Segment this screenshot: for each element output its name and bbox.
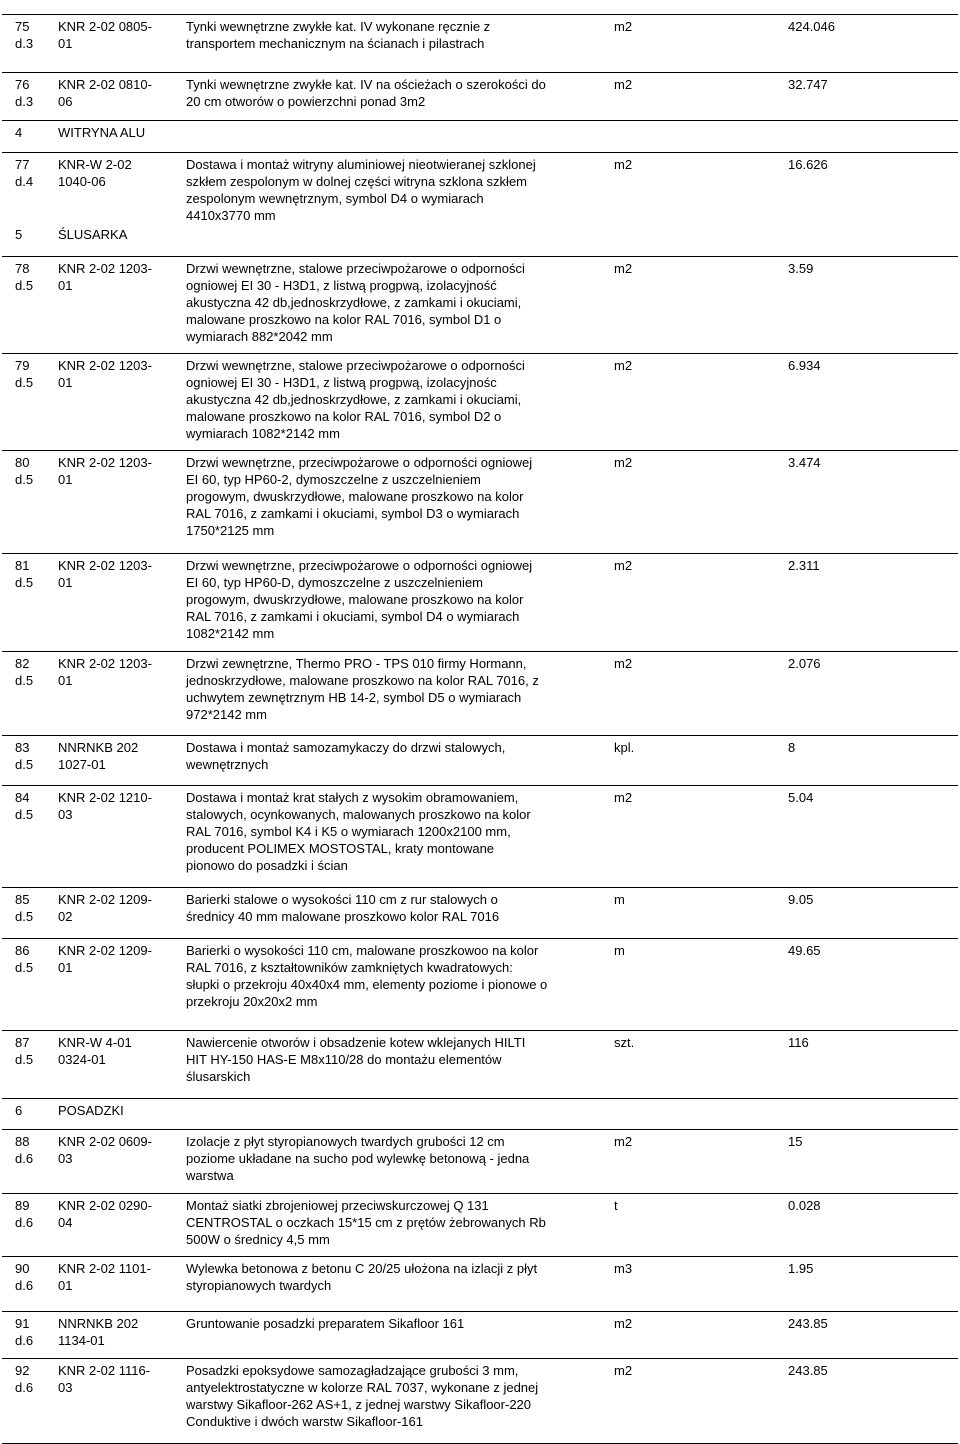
item-number: 82 d.5 (15, 656, 34, 688)
quantity-cell: 1.95 (788, 1261, 814, 1276)
item-description: Gruntowanie posadzki preparatem Sikafloor 161 (186, 1316, 465, 1331)
unit-cell: m2 (614, 358, 633, 373)
table-row (2, 651, 958, 736)
unit-cell: m (614, 943, 625, 958)
quantity-cell: 5.04 (788, 790, 814, 805)
unit-cell: t (614, 1198, 618, 1213)
catalog-code: KNR 2-02 0805- 01 (58, 19, 152, 51)
unit-cell: m2 (614, 656, 633, 671)
catalog-code: KNR-W 4-01 0324-01 (58, 1035, 132, 1067)
quantity-cell: 9.05 (788, 892, 814, 907)
unit-cell: szt. (614, 1035, 635, 1050)
unit-cell: m2 (614, 261, 633, 276)
item-description: Tynki wewnętrzne zwykłe kat. IV wykonane ręcznie z transportem mechanicznym na ścianach i pilastrach (186, 19, 491, 51)
item-description: Montaż siatki zbrojeniowej przeciwskurczowej Q 131 CENTROSTAL o oczkach 15*15 cm z prętów żebrowanych Rb 500W o średnicy 4,5 mm (186, 1198, 546, 1247)
item-number: 85 d.5 (15, 892, 34, 924)
catalog-code: KNR 2-02 1203- 01 (58, 358, 152, 390)
quantity-cell: 0.028 (788, 1198, 821, 1213)
catalog-code: KNR 2-02 0290- 04 (58, 1198, 152, 1230)
section-heading (2, 120, 958, 153)
quantity-cell: 243.85 (788, 1363, 828, 1378)
catalog-code: KNR 2-02 0609- 03 (58, 1134, 152, 1166)
quantity-cell: 16.626 (788, 157, 828, 172)
item-description: Barierki stalowe o wysokości 110 cm z rur stalowych o średnicy 40 mm malowane proszkowo kolor RAL 7016 (186, 892, 500, 924)
quantity-cell: 6.934 (788, 358, 821, 373)
quantity-cell: 8 (788, 740, 796, 755)
item-number: 81 d.5 (15, 558, 34, 590)
table-row (2, 735, 958, 786)
item-description: Dostawa i montaż samozamykaczy do drzwi stalowych, wewnętrznych (186, 740, 506, 772)
item-number: 79 d.5 (15, 358, 34, 390)
quantity-cell: 2.076 (788, 656, 821, 671)
unit-cell: m2 (614, 77, 633, 92)
item-number: 89 d.6 (15, 1198, 34, 1230)
item-description: Dostawa i montaż krat stałych z wysokim obramowaniem, stalowych, ocynkowanych, malowanych proszkowo na kolor RAL 7016, symbol K4 i K5 o wymiarach 1200x2100 mm, producent POLIMEX MOSTOSTAL, kraty montowane pionowo do posadzki i ścian (186, 790, 531, 873)
item-description: Drzwi wewnętrzne, stalowe przeciwpożarowe o odporności ogniowej EI 30 - H3D1, z listwą progpwą, izolacyjnośc akustyczna 42 db,jednoskrzydłowe, z zamkami i okuciami, malowane proszkowo na kolor RAL 7016, symbol D2 o wymiarach 1082*2142 mm (186, 358, 525, 441)
item-number: 92 d.6 (15, 1363, 34, 1395)
quantity-cell: 15 (788, 1134, 803, 1149)
item-number: 90 d.6 (15, 1261, 34, 1293)
unit-cell: m (614, 892, 625, 907)
section-title: POSADZKI (58, 1103, 124, 1118)
item-description: Nawiercenie otworów i obsadzenie kotew wklejanych HILTI HIT HY-150 HAS-E M8x110/28 do montażu elementów ślusarskich (186, 1035, 526, 1084)
item-description: Barierki o wysokości 110 cm, malowane proszkowoo na kolor RAL 7016, z kształtowników zamkniętych kwadratowych: słupki o przekroju 40x40x4 mm, elementy poziome i pionowe o przekroju 20x20x2 mm (186, 943, 548, 1009)
quantity-cell: 3.59 (788, 261, 814, 276)
table-row (2, 887, 958, 939)
unit-cell: m2 (614, 1134, 633, 1149)
catalog-code: KNR 2-02 0810- 06 (58, 77, 152, 109)
catalog-code: KNR 2-02 1203- 01 (58, 455, 152, 487)
unit-cell: m2 (614, 455, 633, 470)
catalog-code: KNR 2-02 1203- 01 (58, 656, 152, 688)
item-description: Dostawa i montaż witryny aluminiowej nieotwieranej szklonej szkłem zespolonym w dolnej części witryna szklona szkłem zespolonym wewnętrznym, symbol D4 o wymiarach 4410x3770 mm (186, 157, 536, 223)
table-row (2, 1129, 958, 1194)
item-number: 87 d.5 (15, 1035, 34, 1067)
item-description: Drzwi wewnętrzne, przeciwpożarowe o odporności ogniowej EI 60, typ HP60-2, dymoszczelne z uszczelnieniem progowym, dwuskrzydłowe, malowane proszkowo na kolor RAL 7016, z zamkami i okuciami, symbol D3 o wymiarach 1750*2125 mm (186, 455, 533, 538)
item-number: 91 d.6 (15, 1316, 34, 1348)
table-row (2, 1030, 958, 1099)
catalog-code: KNR 2-02 1116- 03 (58, 1363, 151, 1395)
catalog-code: KNR-W 2-02 1040-06 (58, 157, 132, 189)
catalog-code: KNR 2-02 1203- 01 (58, 261, 152, 293)
table-row (2, 938, 958, 1031)
unit-cell: m2 (614, 19, 633, 34)
unit-cell: m3 (614, 1261, 633, 1276)
quantity-cell: 243.85 (788, 1316, 828, 1331)
item-number: 88 d.6 (15, 1134, 34, 1166)
item-number: 84 d.5 (15, 790, 34, 822)
unit-cell: m2 (614, 558, 633, 573)
item-number: 76 d.3 (15, 77, 34, 109)
catalog-code: KNR 2-02 1209- 01 (58, 943, 152, 975)
unit-cell: m2 (614, 1363, 633, 1378)
item-number: 80 d.5 (15, 455, 34, 487)
catalog-code: NNRNKB 202 1134-01 (58, 1316, 139, 1348)
table-row (2, 1193, 958, 1257)
catalog-code: KNR 2-02 1209- 02 (58, 892, 152, 924)
table-row (2, 152, 958, 257)
unit-cell: m2 (614, 157, 633, 172)
unit-cell: m2 (614, 1316, 633, 1331)
section-title: ŚLUSARKA (58, 227, 128, 242)
item-number: 83 d.5 (15, 740, 34, 772)
table-row (2, 72, 958, 118)
item-number: 77 d.4 (15, 157, 34, 189)
catalog-code: KNR 2-02 1203- 01 (58, 558, 152, 590)
section-heading (2, 1098, 958, 1130)
quantity-cell: 424.046 (788, 19, 835, 34)
item-description: Drzwi wewnętrzne, przeciwpożarowe o odporności ogniowej EI 60, typ HP60-D, dymoszczelne z uszczelnieniem progowym, dwuskrzydłowe, malowane proszkowo na kolor RAL 7016, z zamkami i okuciami, symbol D4 o wymiarach 1082*2142 mm (186, 558, 533, 641)
section-number: 5 (15, 227, 23, 242)
quantity-cell: 3.474 (788, 455, 821, 470)
table-row (2, 1311, 958, 1359)
item-description: Drzwi wewnętrzne, stalowe przeciwpożarowe o odporności ogniowej EI 30 - H3D1, z listwą progpwą, izolacyjność akustyczna 42 db,jednoskrzydłowe, z zamkami i okuciami, malowane proszkowo na kolor RAL 7016, symbol D1 o wymiarach 882*2042 mm (186, 261, 525, 344)
table-row (2, 256, 958, 354)
catalog-code: NNRNKB 202 1027-01 (58, 740, 139, 772)
item-description: Izolacje z płyt styropianowych twardych grubości 12 cm poziome układane na sucho pod wylewkę betonową - jedna warstwa (186, 1134, 530, 1183)
quantity-cell: 49.65 (788, 943, 821, 958)
item-number: 86 d.5 (15, 943, 34, 975)
unit-cell: m2 (614, 790, 633, 805)
item-description: Posadzki epoksydowe samozagładzające grubości 3 mm, antyelektrostatyczne w kolorze RAL 7037, wykonane z jednej warstwy Sikafloor-262 AS+1, z jednej warstwy Sikafloor-220 Conduktive i dwóch warstw Sikafloor-161 (186, 1363, 539, 1429)
item-number: 75 d.3 (15, 19, 34, 51)
table-row (2, 353, 958, 451)
section-number: 4 (15, 125, 23, 140)
unit-cell: kpl. (614, 740, 635, 755)
item-description: Tynki wewnętrzne zwykłe kat. IV na ościeżach o szerokości do 20 cm otworów o powierzchni ponad 3m2 (186, 77, 546, 109)
table-row (2, 1358, 958, 1444)
section-title: WITRYNA ALU (58, 125, 146, 140)
section-number: 6 (15, 1103, 23, 1118)
item-description: Wylewka betonowa z betonu C 20/25 ułożona na izlacji z płyt styropianowych twardych (186, 1261, 538, 1293)
catalog-code: KNR 2-02 1210- 03 (58, 790, 152, 822)
table-row (2, 553, 958, 652)
table-row (2, 14, 958, 73)
table-row (2, 785, 958, 888)
catalog-code: KNR 2-02 1101- 01 (58, 1261, 151, 1293)
quantity-cell: 2.311 (788, 558, 820, 573)
quantity-cell: 116 (788, 1035, 809, 1050)
table-row (2, 450, 958, 554)
item-number: 78 d.5 (15, 261, 34, 293)
quantity-cell: 32.747 (788, 77, 828, 92)
item-description: Drzwi zewnętrzne, Thermo PRO - TPS 010 firmy Hormann, jednoskrzydłowe, malowane proszkowo na kolor RAL 7016, z uchwytem zewnętrznym HB 14-2, symbol D5 o wymiarach 972*2142 mm (186, 656, 539, 722)
table-row (2, 1256, 958, 1312)
